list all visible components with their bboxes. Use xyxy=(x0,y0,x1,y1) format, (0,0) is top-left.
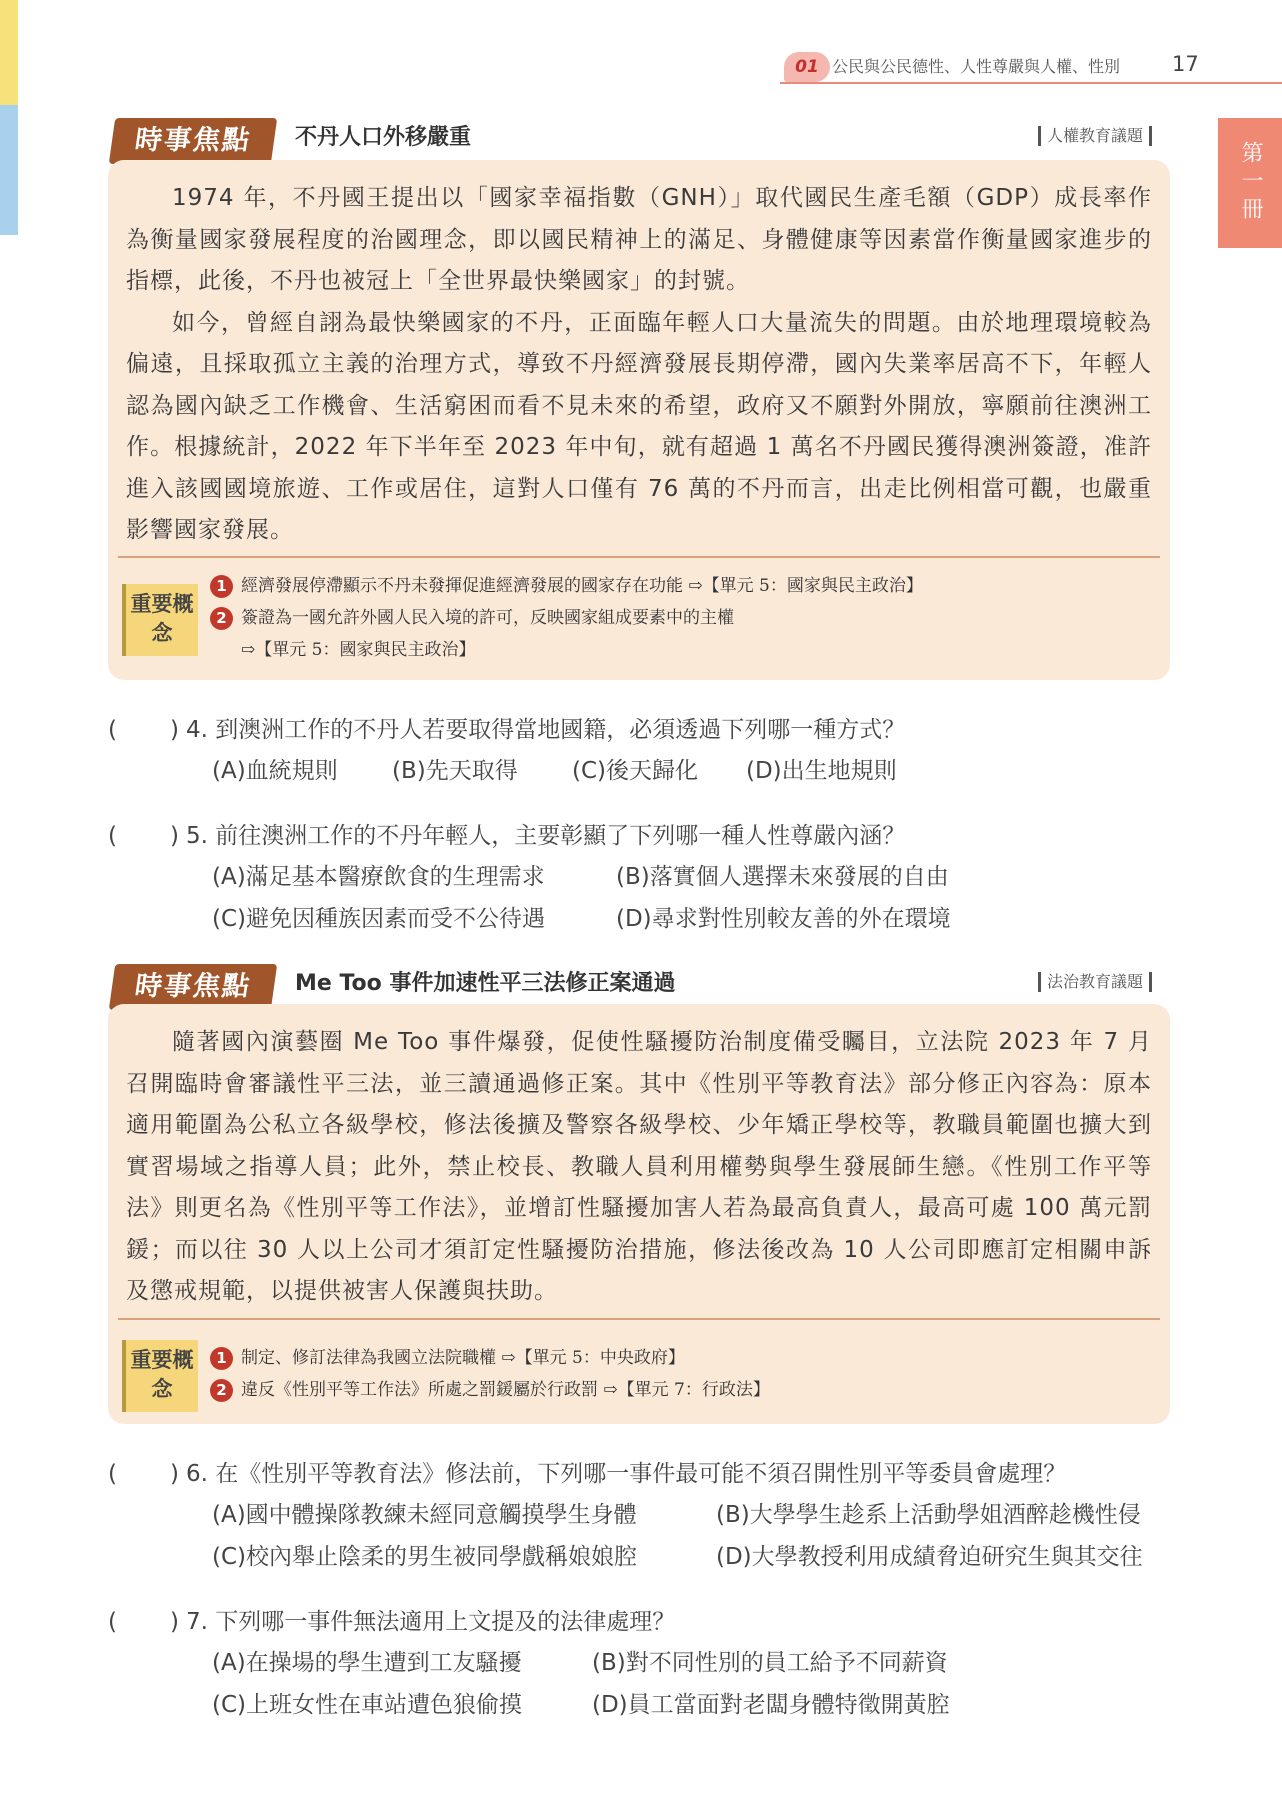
focus-title: Me Too 事件加速性平三法修正案通過 xyxy=(295,971,676,996)
left-edge-blue-bar xyxy=(0,105,18,235)
key-concept-list xyxy=(210,1342,770,1406)
question-7 xyxy=(108,1602,1178,1726)
chapter-badge: 01 xyxy=(784,52,830,82)
volume-side-tab: 第一冊 xyxy=(1218,118,1282,248)
option-c[interactable]: (C)避免因種族因素而受不公待遇 xyxy=(212,906,546,932)
issue-tag: 人權教育議題 xyxy=(1038,126,1152,146)
option-d[interactable]: (D)尋求對性別較友善的外在環境 xyxy=(616,906,951,932)
left-edge-yellow-bar xyxy=(0,0,18,115)
answer-blank-close: ) xyxy=(170,823,179,849)
number-2-icon: 2 xyxy=(210,607,233,630)
option-b[interactable]: (B)落實個人選擇未來發展的自由 xyxy=(616,864,949,890)
article-paragraph: 1974 年，不丹國王提出以「國家幸福指數（GNH）」取代國民生產毛額（GDP）成長率作為衡量國家發展程度的治國理念，即以國民精神上的滿足、身體健康等因素當作衡量國家進步的指標，此後，不丹也被冠上「全世界最快樂國家」的封號。 xyxy=(126,185,1152,294)
page-number: 17 xyxy=(1172,52,1199,76)
question-options xyxy=(108,1494,1188,1536)
panel-divider xyxy=(118,1318,1160,1320)
answer-blank-open[interactable]: ( xyxy=(108,823,117,849)
article-paragraph: 隨著國內演藝圈 Me Too 事件爆發，促使性騷擾防治制度備受矚目，立法院 2023 年 7 月召開臨時會審議性平三法，並三讀通過修正案。其中《性別平等教育法》部分修正內容為：原本適用範圍為公私立各級學校，修法後擴及警察各級學校、少年矯正學校等，教職員範圍也擴大到實習場域之指導人員；此外，禁止校長、教職人員利用權勢與學生發展師生戀。《性別工作平等法》則更名為《性別平等工作法》，並增訂性騷擾加害人若為最高負責人，最高可處 100 萬元罰鍰；而以往 30 人以上公司才須訂定性騷擾防治措施，修法後改為 10 人公司即應訂定相關申訴及懲戒規範，以提供被害人保護與扶助。 xyxy=(126,1029,1152,1304)
answer-blank-open[interactable]: ( xyxy=(108,717,117,743)
question-options xyxy=(108,1536,1188,1578)
question-4 xyxy=(108,710,1178,792)
focus-title: 不丹人口外移嚴重 xyxy=(295,125,472,150)
option-b[interactable]: (B)大學學生趁系上活動學姐酒醉趁機性侵 xyxy=(716,1502,1141,1528)
number-2-icon: 2 xyxy=(210,1379,233,1402)
question-options xyxy=(108,750,1178,792)
chapter-title: 公民與公民德性、人性尊嚴與人權、性別 xyxy=(832,57,1121,76)
question-5 xyxy=(108,816,1178,940)
option-a[interactable]: (A)血統規則 xyxy=(212,758,338,784)
number-1-icon: 1 xyxy=(210,575,233,598)
question-stem xyxy=(108,710,1178,750)
option-b[interactable]: (B)先天取得 xyxy=(392,758,518,784)
question-options xyxy=(108,898,1178,940)
option-d[interactable]: (D)員工當面對老闆身體特徵開黃腔 xyxy=(592,1692,950,1718)
answer-blank-close: ) xyxy=(170,717,179,743)
number-1-icon: 1 xyxy=(210,1347,233,1370)
panel-divider xyxy=(118,556,1160,558)
key-concept-badge: 重要概念 xyxy=(122,584,198,656)
article-paragraph: 如今，曾經自詡為最快樂國家的不丹，正面臨年輕人口大量流失的問題。由於地理環境較為偏遠，且採取孤立主義的治理方式，導致不丹經濟發展長期停滯，國內失業率居高不下，年輕人認為國內缺乏工作機會、生活窮困而看不見未來的希望，政府又不願對外開放，寧願前往澳洲工作。根據統計，2022 年下半年至 2023 年中旬，就有超過 1 萬名不丹國民獲得澳洲簽證，准許進入該國國境旅遊、工作或居住，這對人口僅有 76 萬的不丹而言，出走比例相當可觀，也嚴重影響國家發展。 xyxy=(126,309,1152,543)
focus-article-panel xyxy=(108,1004,1170,1424)
question-6 xyxy=(108,1454,1188,1578)
article-text xyxy=(126,1022,1152,1313)
option-a[interactable]: (A)國中體操隊教練未經同意觸摸學生身體 xyxy=(212,1502,637,1528)
option-c[interactable]: (C)後天歸化 xyxy=(572,758,699,784)
option-a[interactable]: (A)在操場的學生遭到工友騷擾 xyxy=(212,1650,522,1676)
focus-tag: 時事焦點 xyxy=(109,964,277,1010)
focus-article-panel xyxy=(108,160,1170,680)
option-b[interactable]: (B)對不同性別的員工給予不同薪資 xyxy=(592,1650,948,1676)
option-c[interactable]: (C)校內舉止陰柔的男生被同學戲稱娘娘腔 xyxy=(212,1544,638,1570)
answer-blank-close: ) xyxy=(170,1461,179,1487)
answer-blank-open[interactable]: ( xyxy=(108,1461,117,1487)
question-text: 5. 前往澳洲工作的不丹年輕人，主要彰顯了下列哪一種人性尊嚴內涵？ xyxy=(186,823,906,849)
focus-tag: 時事焦點 xyxy=(109,118,277,164)
concept-item: 2 簽證為一國允許外國人民入境的許可，反映國家組成要素中的主權 xyxy=(210,602,923,634)
key-concept-list xyxy=(210,570,923,666)
option-d[interactable]: (D)大學教授利用成績脅迫研究生與其交往 xyxy=(716,1544,1143,1570)
question-text: 7. 下列哪一事件無法適用上文提及的法律處理？ xyxy=(186,1609,676,1635)
question-options xyxy=(108,1642,1178,1684)
question-text: 6. 在《性別平等教育法》修法前，下列哪一事件最可能不須召開性別平等委員會處理？ xyxy=(186,1461,1067,1487)
answer-blank-open[interactable]: ( xyxy=(108,1609,117,1635)
answer-blank-close: ) xyxy=(170,1609,179,1635)
concept-item-continued: ⇨【單元 5：國家與民主政治】 xyxy=(241,640,476,660)
key-concept-badge: 重要概念 xyxy=(122,1340,198,1412)
question-stem xyxy=(108,816,1178,856)
question-stem xyxy=(108,1602,1178,1642)
header-divider xyxy=(780,82,1282,84)
concept-item: 1 制定、修訂法律為我國立法院職權 ⇨【單元 5：中央政府】 xyxy=(210,1342,770,1374)
article-text xyxy=(126,178,1152,552)
question-options xyxy=(108,1684,1178,1726)
option-a[interactable]: (A)滿足基本醫療飲食的生理需求 xyxy=(212,864,545,890)
question-options xyxy=(108,856,1178,898)
issue-tag: 法治教育議題 xyxy=(1038,972,1152,992)
question-stem xyxy=(108,1454,1188,1494)
concept-item: 1 經濟發展停滯顯示不丹未發揮促進經濟發展的國家存在功能 ⇨【單元 5：國家與民主政治】 xyxy=(210,570,923,602)
question-text: 4. 到澳洲工作的不丹人若要取得當地國籍，必須透過下列哪一種方式？ xyxy=(186,717,906,743)
option-d[interactable]: (D)出生地規則 xyxy=(746,758,897,784)
option-c[interactable]: (C)上班女性在車站遭色狼偷摸 xyxy=(212,1692,523,1718)
concept-item: 2 違反《性別平等工作法》所處之罰鍰屬於行政罰 ⇨【單元 7：行政法】 xyxy=(210,1374,770,1406)
